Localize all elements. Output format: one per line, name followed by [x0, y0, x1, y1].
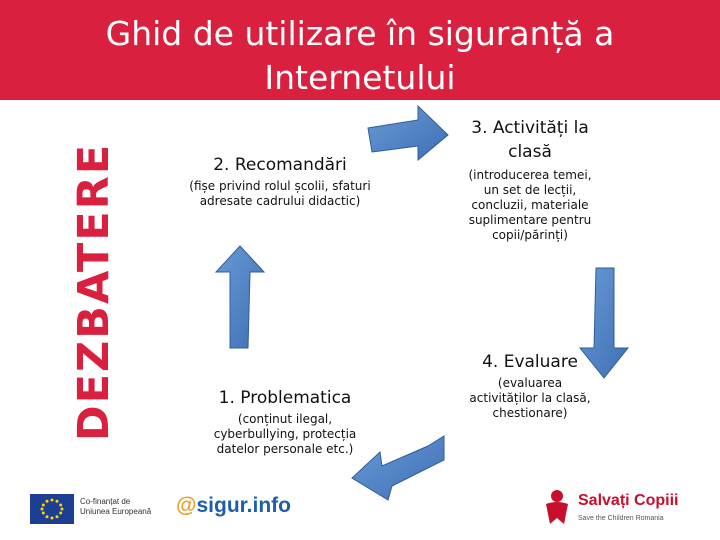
- step-3-heading: [440, 116, 620, 164]
- step-2-description: [170, 179, 390, 209]
- step-4-desc-line: chestionare): [492, 406, 568, 420]
- sigur-at-sign: @: [176, 494, 197, 517]
- step-3-desc-line: concluzii, materiale: [471, 198, 589, 212]
- step-3-desc-line: (introducerea temei,: [468, 168, 592, 182]
- step-1-desc-line: (conținut ilegal,: [237, 412, 333, 426]
- step-1-heading: 1. Problematica: [218, 388, 352, 408]
- arrow-2-to-3: [368, 106, 448, 160]
- eu-flag-icon: [30, 494, 74, 524]
- sigur-name: sigur.info: [196, 494, 291, 517]
- eu-stars: [30, 494, 74, 524]
- step-3-desc-line: copii/părinți): [492, 228, 568, 242]
- step-1-desc-line: cyberbullying, protecția: [213, 427, 357, 441]
- step-2-box: [170, 155, 390, 209]
- salvati-copiii-tagline: Save the Children Romania: [578, 515, 664, 522]
- eu-text-line: Co-finanțat de: [80, 497, 131, 506]
- step-3-heading-line: clasă: [508, 142, 552, 162]
- eu-cofinance-text: [80, 497, 151, 517]
- step-3-desc-line: suplimentare pentru: [468, 213, 592, 227]
- step-4-description: [440, 376, 620, 421]
- step-2-desc-line: adresate cadrului didactic): [199, 194, 361, 208]
- step-4-desc-line: activităților la clasă,: [469, 391, 591, 405]
- step-4-desc-line: (evaluarea: [497, 376, 563, 390]
- step-1-box: [190, 388, 380, 457]
- footer-logos: [0, 480, 720, 540]
- step-3-desc-line: un set de lecții,: [483, 183, 577, 197]
- step-1-desc-line: datelor personale etc.): [216, 442, 354, 456]
- title-line-1: Ghid de utilizare în siguranță a: [105, 14, 615, 53]
- sigur-info-logo: [176, 494, 291, 518]
- step-4-box: [440, 352, 620, 421]
- step-2-desc-line: (fișe privind rolul școlii, sfaturi: [189, 179, 371, 193]
- side-label: DEZBATERE: [69, 142, 119, 442]
- step-4-heading: 4. Evaluare: [482, 352, 578, 372]
- salvati-copiii-name: Salvați Copiii: [578, 492, 679, 509]
- salvati-copiii-icon: [542, 488, 572, 528]
- step-3-description: [440, 168, 620, 243]
- title-line-2: Internetului: [264, 58, 456, 97]
- step-3-box: [440, 116, 620, 243]
- step-3-heading-line: 3. Activități la: [471, 118, 589, 138]
- step-1-description: [190, 412, 380, 457]
- arrow-1-to-2: [216, 246, 264, 348]
- eu-text-line: Uniunea Europeană: [80, 507, 152, 516]
- step-2-heading: 2. Recomandări: [213, 155, 347, 175]
